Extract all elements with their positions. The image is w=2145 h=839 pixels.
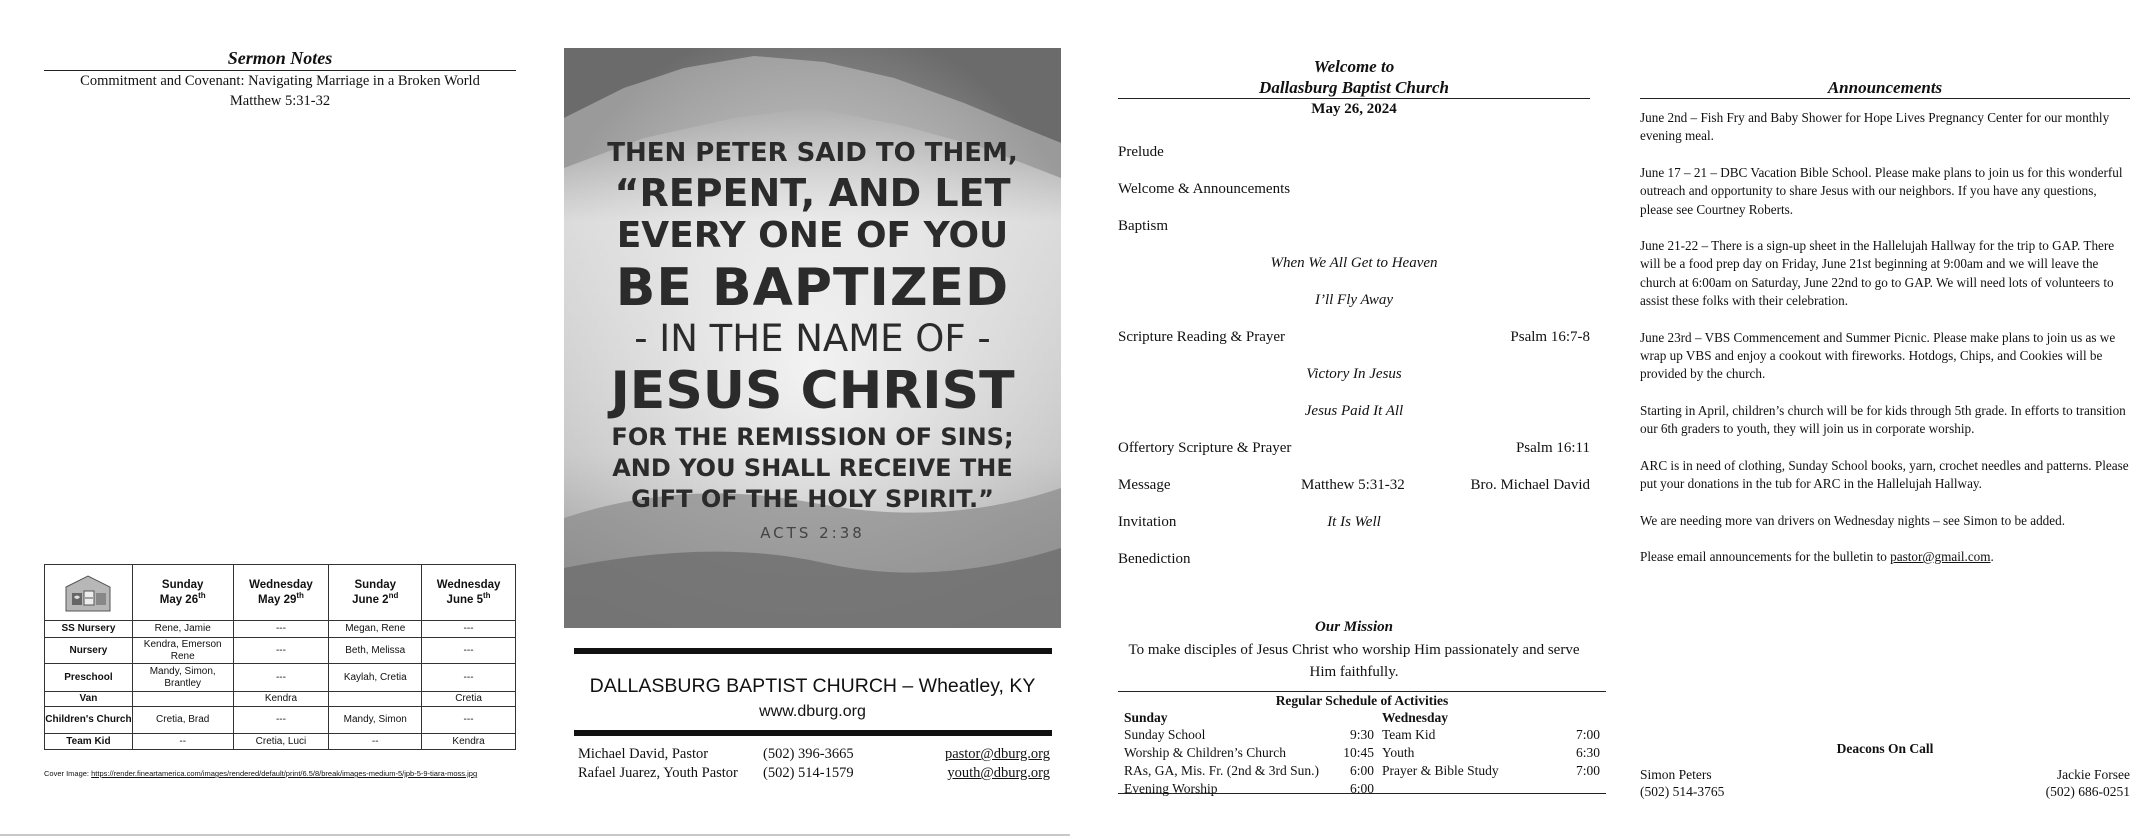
sunday-schedule [1124, 709, 1374, 798]
list-item: Team Kid 7:00 [1382, 727, 1600, 742]
cover-image-credit [44, 769, 477, 778]
cover-image [564, 48, 1061, 628]
deacon-phone: (502) 514-3765 [1640, 784, 1725, 799]
table-cell: Mandy, Simon [329, 707, 422, 734]
song-title: Jesus Paid It All [1304, 403, 1404, 419]
scripture-ref: Psalm 16:7-8 [1510, 329, 1590, 345]
list-item: Youth 6:30 [1382, 745, 1600, 760]
table-cell: Kendra [233, 692, 329, 707]
item-label: Invitation [1118, 514, 1177, 530]
table-cell: Rene, Jamie [132, 621, 233, 638]
list-item [1118, 403, 1590, 440]
table-cell: Cretia, Brad [132, 707, 233, 734]
table-cell: Megan, Rene [329, 621, 422, 638]
cover-credit-label: Cover Image: [44, 769, 90, 778]
item-label: Offertory Scripture & Prayer [1118, 440, 1292, 456]
row-label: Children's Church [45, 707, 133, 734]
verse-line: “REPENT, AND LET [614, 171, 1011, 215]
staff-name: Michael David, Pastor [578, 746, 709, 762]
announcement-item: June 21-22 – There is a sign-up sheet in the Hallelujah Hallway for the trip to GAP. There will be a food prep day on Friday, June 21st beginning at 9:00am and we will leave the church at 6:00am on Saturday, June 22nd to go to GAP. We will need lots of volunteers to assist these folks with their celebration. [1640, 238, 2115, 309]
table-row [45, 664, 516, 692]
table-cell: --- [233, 638, 329, 664]
nursery-schedule-table [44, 564, 516, 750]
staff-phone: (502) 514-1579 [763, 765, 854, 781]
table-cell: --- [233, 664, 329, 692]
list-item [1118, 551, 1590, 588]
verse-line: BE BAPTIZED [615, 258, 1010, 318]
welcome-heading: Welcome to [1313, 57, 1395, 76]
song-title: I’ll Fly Away [1314, 292, 1394, 308]
table-cell: --- [422, 664, 516, 692]
item-label: Welcome & Announcements [1118, 181, 1291, 197]
table-cell: Cretia, Luci [233, 734, 329, 750]
list-item [1118, 477, 1590, 514]
announcements-panel [1640, 78, 2130, 818]
song-title: Victory In Jesus [1306, 366, 1402, 382]
table-cell: Kaylah, Cretia [329, 664, 422, 692]
wednesday-schedule [1382, 709, 1600, 780]
church-website[interactable]: www.dburg.org [759, 703, 866, 720]
table-cell: Kendra [422, 734, 516, 750]
item-label: Prelude [1118, 144, 1164, 160]
announcements-title: Announcements [1640, 78, 2130, 99]
divider [574, 730, 1052, 736]
divider [574, 648, 1052, 654]
table-cell: Beth, Melissa [329, 638, 422, 664]
item-label: Message [1118, 477, 1171, 493]
scripture-ref: Matthew 5:31-32 [1301, 477, 1405, 493]
verse-line: GIFT OF THE HOLY SPIRIT.” [631, 485, 994, 513]
church-name: DALLASBURG BAPTIST CHURCH – Wheatley, KY [589, 675, 1036, 697]
announcements-list [1640, 109, 2130, 566]
table-row [45, 692, 516, 707]
list-item [1118, 144, 1590, 181]
announcement-email-link[interactable]: pastor@gmail.com [1890, 548, 1991, 564]
page-edge [0, 834, 1070, 836]
item-label: Baptism [1118, 218, 1169, 234]
list-item: Worship & Children’s Church 10:45 [1124, 745, 1374, 760]
list-item [1118, 181, 1590, 218]
list-item [1118, 329, 1590, 366]
deacon-name: Simon Peters [1640, 767, 1712, 782]
nursery-header-4: Wednesday June 5th [422, 565, 516, 621]
verse-line: JESUS CHRIST [610, 361, 1015, 421]
table-cell: --- [233, 707, 329, 734]
table-cell [329, 692, 422, 707]
scripture-ref: Psalm 16:11 [1515, 440, 1590, 456]
nursery-logo-cell [45, 565, 133, 621]
list-item: RAs, GA, Mis. Fr. (2nd & 3rd Sun.) 6:00 [1124, 763, 1374, 778]
table-cell: -- [132, 734, 233, 750]
sermon-notes-panel [44, 48, 516, 788]
song-title: When We All Get to Heaven [1270, 255, 1438, 271]
verse-line: EVERY ONE OF YOU [616, 215, 1009, 256]
list-item [1118, 366, 1590, 403]
table-row [45, 734, 516, 750]
schedule-title: Regular Schedule of Activities [1275, 693, 1449, 708]
wednesday-heading: Wednesday [1382, 710, 1449, 725]
verse-line: THEN PETER SAID TO THEM, [607, 138, 1018, 168]
song-title: It Is Well [1327, 514, 1381, 530]
row-label: Van [45, 692, 133, 707]
announcement-item: ARC is in need of clothing, Sunday School books, yarn, crochet needles and patterns. Please put your donations in the tub for ARC in the Hallelujah Hallway. [1640, 457, 2129, 492]
sermon-notes-title: Sermon Notes [44, 48, 516, 71]
staff-phone: (502) 396-3665 [763, 746, 854, 762]
nursery-header-2: Wednesday May 29th [233, 565, 329, 621]
mission-title: Our Mission [1315, 619, 1393, 635]
list-item [1118, 440, 1590, 477]
list-item [1118, 218, 1590, 255]
announcement-email-item: Please email announcements for the bulletin to pastor@gmail.com. [1640, 548, 1994, 564]
list-item: Evening Worship 6:00 [1124, 781, 1374, 796]
announcement-item: June 2nd – Fish Fry and Baby Shower for Hope Lives Pregnancy Center for our monthly evening meal. [1640, 110, 2110, 144]
verse-line: FOR THE REMISSION OF SINS; [611, 423, 1014, 451]
table-cell: Mandy, Simon, Brantley [132, 664, 233, 692]
table-row [45, 638, 516, 664]
table-cell [132, 692, 233, 707]
table-cell: --- [422, 621, 516, 638]
deacon-contact [1640, 766, 1724, 800]
item-label: Benediction [1118, 551, 1191, 567]
verse-reference: ACTS 2:38 [760, 524, 865, 542]
list-item [1118, 514, 1590, 551]
announcement-item: June 17 – 21 – DBC Vacation Bible School. Please make plans to join us for this wonderful outreach and opportunity to share Jesus with our neighbors. If you have any questions, please see Courtney Roberts. [1640, 164, 2123, 217]
sunday-heading: Sunday [1124, 710, 1168, 725]
deacons-title: Deacons On Call [1836, 741, 1934, 756]
cover-panel [564, 48, 1062, 788]
worship-order-panel [1118, 56, 1612, 796]
row-label: Preschool [45, 664, 133, 692]
announcement-item: June 23rd – VBS Commencement and Summer Picnic. Please make plans to join us as we wrap up VBS and enjoy a cookout with fireworks. Hotdogs, Chips, and Cookies will be provided by the church. [1640, 329, 2116, 382]
item-label: Scripture Reading & Prayer [1118, 329, 1286, 345]
verse-line: AND YOU SHALL RECEIVE THE [612, 454, 1013, 482]
sermon-notes-reference: Matthew 5:31-32 [229, 93, 331, 109]
table-row [45, 621, 516, 638]
church-logo-icon [58, 571, 118, 615]
church-heading: Dallasburg Baptist Church [1118, 77, 1590, 99]
nursery-header-1: Sunday May 26th [132, 565, 233, 621]
row-label: Team Kid [45, 734, 133, 750]
list-item [1118, 255, 1590, 292]
deacon-phone: (502) 686-0251 [2045, 784, 2130, 799]
list-item [1118, 292, 1590, 329]
nursery-header-3: Sunday June 2nd [329, 565, 422, 621]
announcement-item: Starting in April, children’s church will be for kids through 5th grade. In efforts to transition our 6th graders to youth, they will join us in corporate worship. [1640, 402, 2126, 437]
table-cell: --- [422, 707, 516, 734]
order-of-worship [1118, 144, 1590, 588]
table-cell: Cretia [422, 692, 516, 707]
service-date: May 26, 2024 [1311, 101, 1397, 117]
deacon-name: Jackie Forsee [2056, 767, 2130, 782]
staff-email[interactable]: youth@dburg.org [947, 765, 1050, 781]
list-item: Prayer & Bible Study 7:00 [1382, 763, 1600, 778]
list-item: Sunday School 9:30 [1124, 727, 1374, 742]
speaker-name: Bro. Michael David [1470, 477, 1590, 493]
cover-verse [564, 140, 1061, 511]
activities-schedule [1118, 691, 1606, 794]
sermon-notes-subtitle: Commitment and Covenant: Navigating Marriage in a Broken World [80, 73, 480, 89]
table-cell: --- [233, 621, 329, 638]
row-label: SS Nursery [45, 621, 133, 638]
table-cell: --- [422, 638, 516, 664]
table-cell: -- [329, 734, 422, 750]
announcement-item: We are needing more van drivers on Wednesday nights – see Simon to be added. [1640, 512, 2066, 528]
mission-text: To make disciples of Jesus Christ who worship Him passionately and serve Him faithfully. [1128, 642, 1580, 680]
verse-line: - IN THE NAME OF - [634, 317, 991, 360]
staff-email[interactable]: pastor@dburg.org [944, 746, 1050, 762]
table-row [45, 707, 516, 734]
cover-credit-link[interactable]: https://render.fineartamerica.com/images/rendered/default/print/6.5/8/break/images-medium-5/jpb-5-9-tiara-moss.jpg [91, 769, 478, 778]
table-cell: Kendra, Emerson Rene [132, 638, 233, 664]
deacon-contact [2046, 766, 2130, 800]
nursery-header-row [45, 565, 516, 621]
row-label: Nursery [45, 638, 133, 664]
staff-name: Rafael Juarez, Youth Pastor [578, 765, 738, 781]
